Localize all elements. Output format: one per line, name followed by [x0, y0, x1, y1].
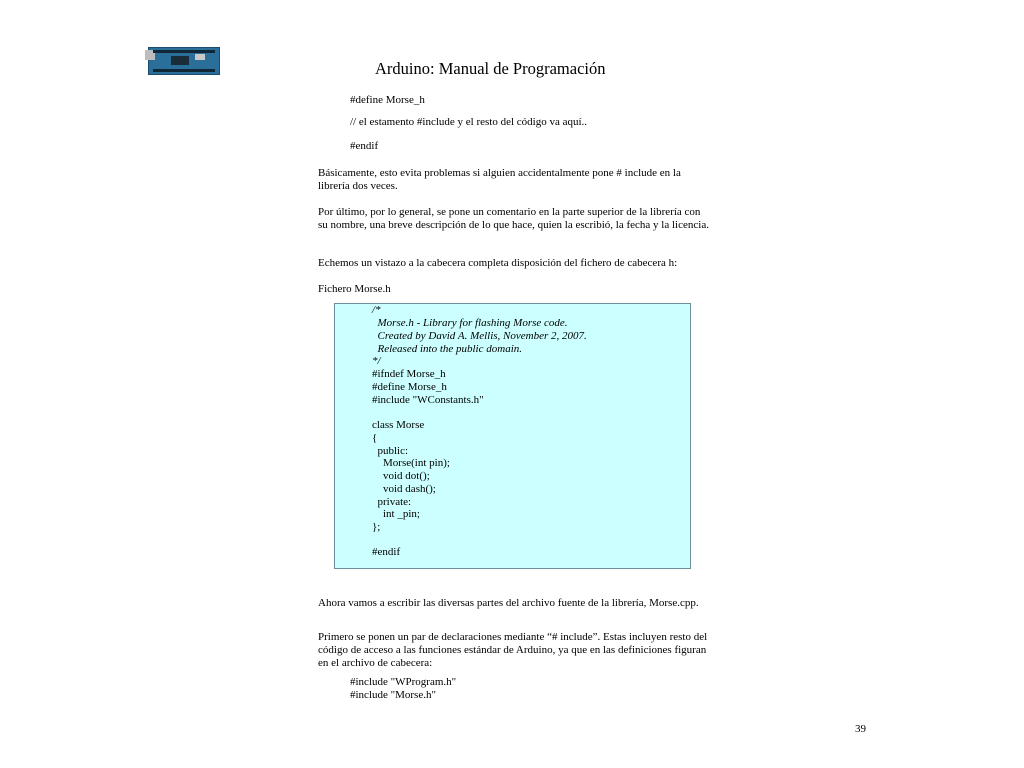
- pin-header-top: [153, 50, 215, 53]
- code-box-line: #define Morse_h: [372, 381, 447, 393]
- paragraph-3: Echemos un vistazo a la cabecera completa disposición del fichero de cabecera h:: [318, 257, 678, 269]
- code-box-line: #endif: [372, 546, 401, 558]
- code-comment-line: // el estamento #include y el resto del código va aquí..: [350, 116, 588, 128]
- paragraph-5: Ahora vamos a escribir las diversas partes del archivo fuente de la librería, Morse.cpp.: [318, 597, 699, 609]
- page-title: Arduino: Manual de Programación: [375, 59, 606, 78]
- code-box-line: */: [372, 355, 381, 367]
- paragraph-4: Fichero Morse.h: [318, 283, 391, 295]
- code-box-line: Morse(int pin);: [372, 457, 450, 469]
- code-box-line: int _pin;: [372, 508, 420, 520]
- page-number: 39: [855, 723, 866, 735]
- code-box-line: {: [372, 432, 378, 444]
- paragraph-6: Primero se ponen un par de declaraciones mediante “# include”. Estas incluyen resto del código de acceso a las funciones estándar de Arduino, ya que en las definiciones figuran en el archivo de cabecera:: [318, 631, 708, 669]
- code-box-line: #ifndef Morse_h: [372, 368, 446, 380]
- arduino-board-icon: [148, 47, 220, 75]
- code-box-line: Morse.h - Library for flashing Morse code.: [372, 317, 568, 329]
- crystal-chip: [195, 54, 205, 60]
- code-box-line: private:: [372, 496, 412, 508]
- code-box-line: class Morse: [372, 419, 425, 431]
- code-box-line: };: [372, 521, 381, 533]
- code-box-line: /*: [372, 304, 381, 316]
- include-morse-line: #include "Morse.h": [350, 689, 436, 701]
- code-box-line: #include "WConstants.h": [372, 394, 484, 406]
- code-box-line: void dash();: [372, 483, 436, 495]
- include-wprogram-line: #include "WProgram.h": [350, 676, 457, 688]
- paragraph-2: Por último, por lo general, se pone un comentario en la parte superior de la librería con su nombre, una breve descripción de lo que hace, quien la escribió, la fecha y la licencia.: [318, 206, 709, 231]
- paragraph-1: Básicamente, esto evita problemas si alguien accidentalmente pone # include en la librería dos veces.: [318, 167, 681, 192]
- code-box-line: public:: [372, 445, 409, 457]
- code-endif-line: #endif: [350, 140, 379, 152]
- pin-header-bottom: [153, 69, 215, 72]
- code-box-line: Released into the public domain.: [372, 343, 522, 355]
- microcontroller-chip: [171, 56, 189, 65]
- code-box-line: Created by David A. Mellis, November 2, 2007.: [372, 330, 587, 342]
- code-define-line: #define Morse_h: [350, 94, 425, 106]
- code-box-line: void dot();: [372, 470, 430, 482]
